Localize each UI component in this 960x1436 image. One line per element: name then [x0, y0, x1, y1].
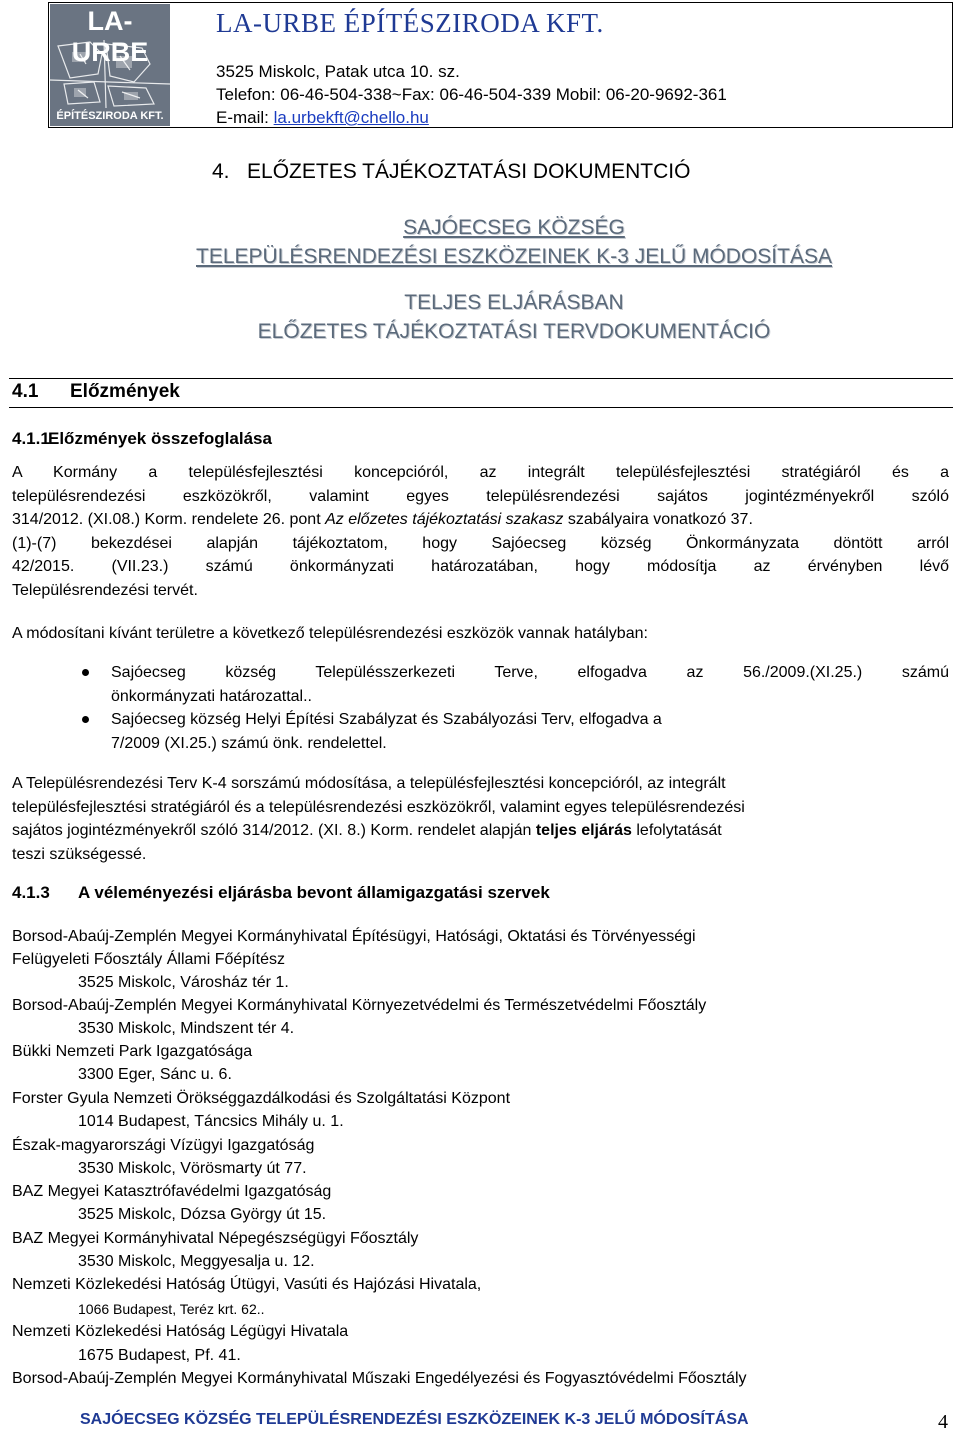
paragraph-line: településrendezési eszközökről, valamint egyes településrendezési sajátos jogintézményekről szóló	[12, 487, 949, 505]
paragraph-line: 42/2015. (VII.23.) számú önkormányzati határozatában, hogy módosítja az érvényben lévő	[12, 558, 949, 575]
agency-address: 1675 Budapest, Pf. 41.	[78, 1347, 241, 1364]
paragraph-line: A Településrendezési Terv K-4 sorszámú módosítása, a településfejlesztési koncepcióról, az integrált	[12, 775, 726, 792]
subsection-title: Előzmények összefoglalása	[48, 429, 272, 448]
subsection-number: 4.1.1	[12, 429, 50, 448]
subsection-number: 4.1.3	[12, 883, 50, 902]
list-item	[111, 661, 949, 708]
agency-address: 1066 Budapest, Teréz krt. 62..	[78, 1301, 265, 1317]
title-municipality: SAJÓECSEG KÖZSÉG	[403, 216, 625, 239]
agency-address: 1014 Budapest, Táncsics Mihály u. 1.	[78, 1113, 344, 1130]
paragraph-line	[12, 819, 949, 843]
agency-name: Borsod-Abaúj-Zemplén Megyei Kormányhivatal Környezetvédelmi és Természetvédelmi Főosztály	[12, 997, 707, 1014]
list-item-line: Sajóecseg község Településszerkezeti Terve, elfogadva az 56./2009.(XI.25.) számú	[111, 664, 949, 681]
section-title: Előzmények	[70, 381, 180, 402]
agency-name: Borsod-Abaúj-Zemplén Megyei Kormányhivatal Építésügyi, Hatósági, Oktatási és Törvényességi	[12, 928, 696, 945]
paragraph-line	[12, 508, 949, 532]
agency-name: Nemzeti Közlekedési Hatóság Útügyi, Vasúti és Hajózási Hivatala,	[12, 1276, 482, 1293]
agency-name: BAZ Megyei Katasztrófavédelmi Igazgatóság	[12, 1183, 332, 1200]
paragraph-line: településfejlesztési stratégiáról és a településrendezési eszközökről, valamint egyes településrendezési	[12, 798, 745, 816]
document-title	[212, 160, 690, 184]
agency-address: 3530 Miskolc, Mindszent tér 4.	[78, 1020, 295, 1037]
subsection-heading	[12, 883, 550, 903]
title-documentation: ELŐZETES TÁJÉKOZTATÁSI TERVDOKUMENTÁCIÓ	[257, 320, 771, 343]
company-phone: Telefon: 06-46-504-338~Fax: 06-46-504-339 Mobil: 06-20-9692-361	[216, 85, 727, 104]
paragraph-line: teszi szükségessé.	[12, 845, 147, 863]
italic-run: Az előzetes tájékoztatási szakasz	[325, 511, 564, 528]
bullet-icon	[82, 669, 89, 676]
paragraph-intro-list: A módosítani kívánt területre a következő településrendezési eszközök vannak hatályban:	[12, 625, 648, 642]
document-title-text: ELŐZETES TÁJÉKOZTATÁSI DOKUMENTCIÓ	[247, 160, 691, 183]
agency-name: Bükki Nemzeti Park Igazgatósága	[12, 1043, 253, 1060]
text-run: lefolytatását	[631, 822, 722, 839]
paragraph-line: A Kormány a településfejlesztési koncepcióról, az integrált településfejlesztési stratégiáról és a	[12, 464, 949, 481]
agency-address: 3300 Eger, Sánc u. 6.	[78, 1066, 232, 1083]
text-run: sajátos jogintézményekről szóló 314/2012. (XI. 8.) Korm. rendelet alapján	[12, 822, 536, 839]
list-item	[111, 708, 949, 755]
paragraph-line: Településrendezési tervét.	[12, 581, 198, 599]
email-link[interactable]: la.urbekft@chello.hu	[273, 108, 429, 127]
agency-name: Forster Gyula Nemzeti Örökséggazdálkodási és Szolgáltatási Központ	[12, 1090, 511, 1107]
list-item-line: Sajóecseg község Helyi Építési Szabályzat és Szabályozási Terv, elfogadva a	[111, 711, 662, 728]
paragraph-background	[12, 461, 949, 602]
agency-address: 3530 Miskolc, Meggyesalja u. 12.	[78, 1253, 315, 1270]
agency-address: 3525 Miskolc, Városház tér 1.	[78, 974, 289, 991]
agency-name: BAZ Megyei Kormányhivatal Népegészségügyi Főosztály	[12, 1230, 419, 1247]
page-footer: SAJÓECSEG KÖZSÉG TELEPÜLÉSRENDEZÉSI ESZKÖZEINEK K-3 JELŰ MÓDOSÍTÁSA	[80, 1411, 749, 1428]
agency-name: Nemzeti Közlekedési Hatóság Légügyi Hivatala	[12, 1323, 349, 1340]
list-item-line: önkormányzati határozattal..	[111, 687, 312, 705]
bold-run: teljes eljárás	[535, 822, 632, 839]
company-address: 3525 Miskolc, Patak utca 10. sz.	[216, 62, 460, 81]
agency-name: Borsod-Abaúj-Zemplén Megyei Kormányhivatal Műszaki Engedélyezési és Fogyasztóvédelmi Főosztály	[12, 1370, 747, 1387]
text-run: 314/2012. (XI.08.) Korm. rendelete 26. pont	[12, 511, 326, 528]
logo-title: LA-URBE	[71, 6, 149, 67]
agency-address: 3525 Miskolc, Dózsa György út 15.	[78, 1206, 327, 1223]
company-email-line	[216, 108, 429, 128]
subsection-heading	[12, 429, 272, 449]
paragraph-procedure	[12, 772, 949, 866]
agency-name: Észak-magyarországi Vízügyi Igazgatóság	[12, 1137, 315, 1154]
agency-address: 3530 Miskolc, Vörösmarty út 77.	[78, 1160, 307, 1177]
document-title-number: 4.	[212, 160, 230, 183]
agency-name: Felügyeleti Főosztály Állami Főépítész	[12, 951, 285, 968]
paragraph-line: (1)-(7) bekezdései alapján tájékoztatom, hogy Sajóecseg község Önkormányzata döntött arról	[12, 534, 949, 552]
section-number: 4.1	[12, 381, 39, 402]
subsection-title: A véleményezési eljárásba bevont államigazgatási szervek	[78, 883, 550, 902]
company-logo	[50, 4, 170, 126]
company-name: LA-URBE ÉPÍTÉSZIRODA KFT.	[216, 8, 604, 38]
email-label: E-mail:	[216, 108, 274, 127]
bullet-icon	[82, 716, 89, 723]
title-procedure: TELJES ELJÁRÁSBAN	[404, 291, 624, 314]
page-number: 4	[938, 1411, 948, 1433]
logo-subtitle: ÉPÍTÉSZIRODA KFT.	[56, 110, 164, 122]
section-heading	[12, 381, 180, 403]
list-item-line: 7/2009 (XI.25.) számú önk. rendelettel.	[111, 734, 387, 752]
text-run: szabályaira vonatkozó 37.	[563, 511, 753, 528]
title-modification: TELEPÜLÉSRENDEZÉSI ESZKÖZEINEK K-3 JELŰ MÓDOSÍTÁSA	[196, 245, 832, 268]
